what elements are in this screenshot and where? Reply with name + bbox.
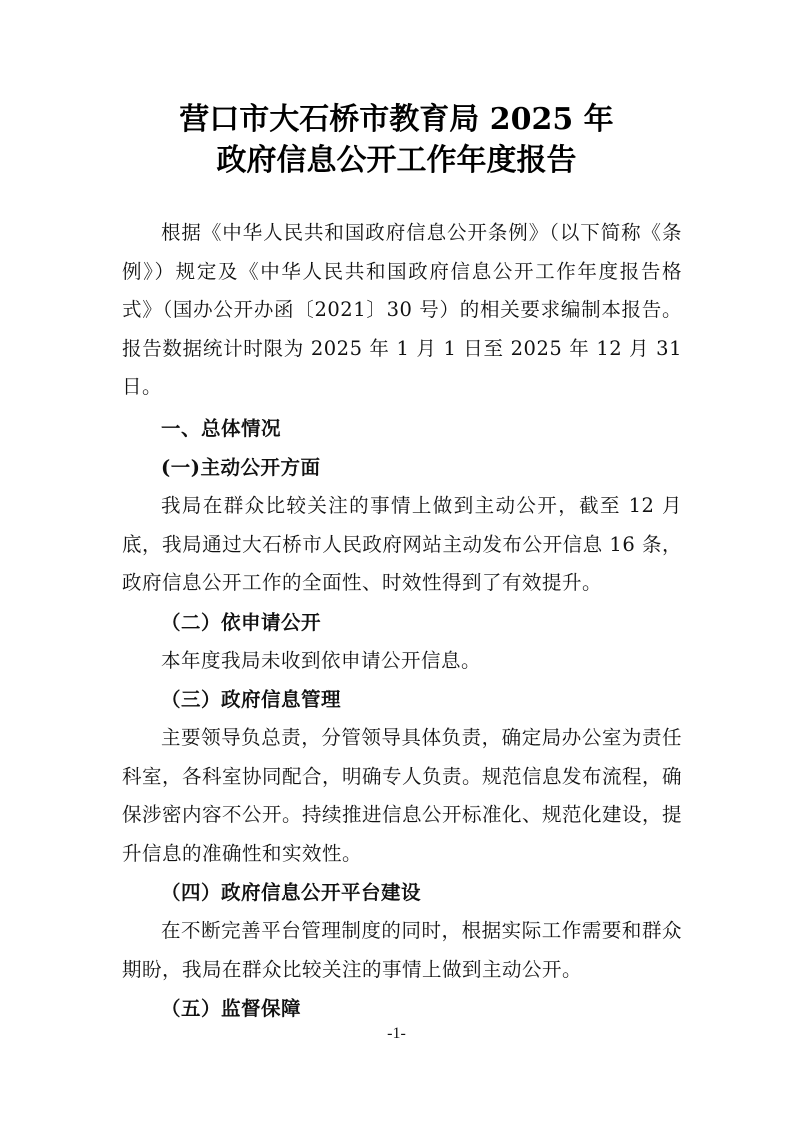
subsection-3-heading: （三）政府信息管理 bbox=[161, 688, 342, 711]
section-1-heading: 一、总体情况 bbox=[161, 417, 282, 440]
document-title-line-2: 政府信息公开工作年度报告 bbox=[216, 143, 577, 178]
subsection-4-heading: （四）政府信息公开平台建设 bbox=[161, 881, 422, 904]
subsection-4-text: 在不断完善平台管理制度的同时，根据实际工作需要和群众期盼，我局在群众比较关注的事情上做到主动公开。 bbox=[122, 919, 682, 981]
intro-paragraph: 根据《中华人民共和国政府信息公开条例》（以下简称《条例》）规定及《中华人民共和国政府信息公开工作年度报告格式》（国办公开办函〔2021〕30 号）的相关要求编制本报告。报告数据统计时限为 2025 年 1 月 1 日至 2025 年 12 月 31 日。 bbox=[122, 221, 682, 398]
subsection-1-heading: (一)主动公开方面 bbox=[161, 456, 321, 479]
subsection-5-heading: （五）监督保障 bbox=[161, 997, 302, 1020]
subsection-1-text: 我局在群众比较关注的事情上做到主动公开，截至 12 月底，我局通过大石桥市人民政府网站主动发布公开信息 16 条，政府信息公开工作的全面性、时效性得到了有效提升。 bbox=[122, 494, 682, 594]
page-number: -1- bbox=[387, 1025, 406, 1042]
subsection-3-text: 主要领导负总责，分管领导具体负责，确定局办公室为责任科室，各科室协同配合，明确专人负责。规范信息发布流程，确保涉密内容不公开。持续推进信息公开标准化、规范化建设，提升信息的准确性和实效性。 bbox=[122, 726, 683, 865]
subsection-2-heading: （二）依申请公开 bbox=[161, 611, 322, 634]
subsection-2-text: 本年度我局未收到依申请公开信息。 bbox=[161, 649, 482, 672]
document-title-line-1: 营口市大石桥市教育局 2025 年 bbox=[179, 102, 614, 137]
